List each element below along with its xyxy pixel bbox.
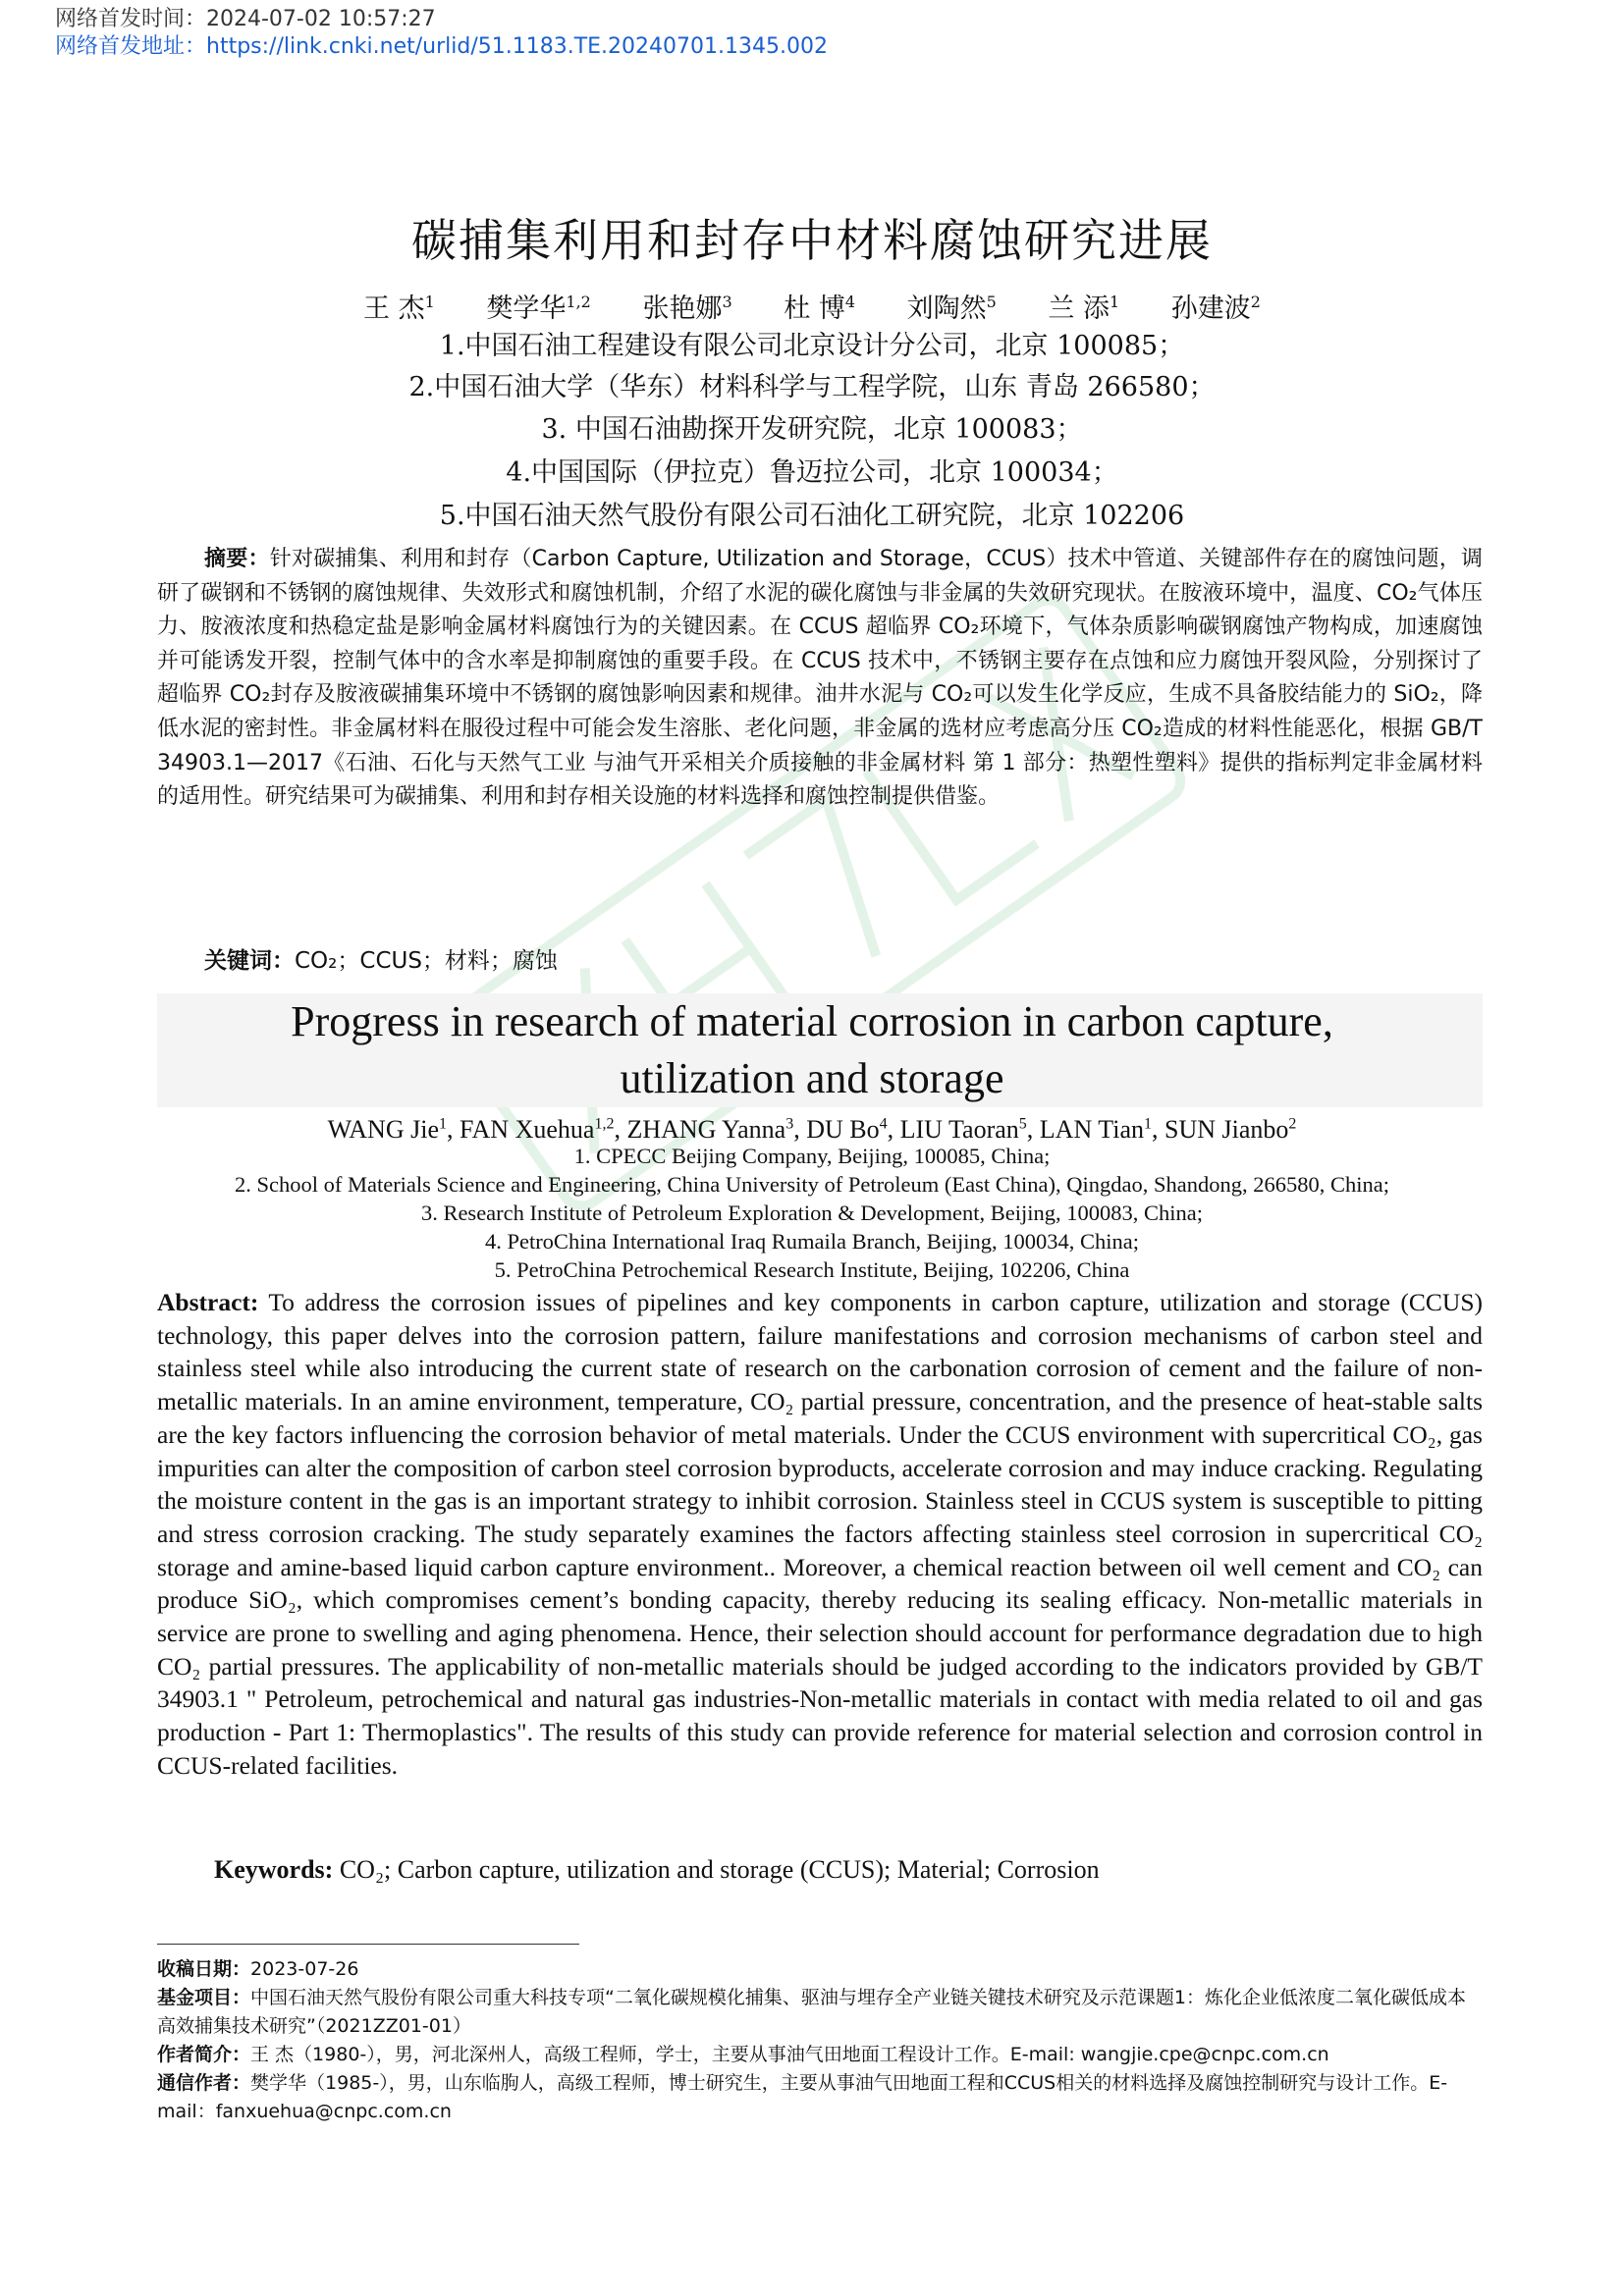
- abstract-text-cn: 针对碳捕集、利用和封存（Carbon Capture, Utilization and Storage，CCUS）技术中管道、关键部件存在的腐蚀问题，调研了碳钢和不锈钢的腐蚀规律、失效形式和腐蚀机制，介绍了水泥的碳化腐蚀与非金属的失效研究现状。在胺液环境中，温度、CO₂气体压力、胺液浓度和热稳定盐是影响金属材料腐蚀行为的关键因素。在 CCUS 超临界 CO₂环境下，气体杂质影响碳钢腐蚀产物构成，加速腐蚀并可能诱发开裂，控制气体中的含水率是抑制腐蚀的重要手段。在 CCUS 技术中，不锈钢主要存在点蚀和应力腐蚀开裂风险，分别探讨了超临界 CO₂封存及胺液碳捕集环境中不锈钢的腐蚀影响因素和规律。油井水泥与 CO₂可以发生化学反应，生成不具备胶结能力的 SiO₂，降低水泥的密封性。非金属材料在服役过程中可能会发生溶胀、老化问题，非金属的选材应考虑高分压 CO₂造成的材料性能恶化，根据 GB/T 34903.1—2017《石油、石化与天然气工业 与油气开采相关介质接触的非金属材料 第 1 部分：热塑性塑料》提供的指标判定非金属材料的适用性。研究结果可为碳捕集、利用和封存相关设施的材料选择和腐蚀控制提供借鉴。: [157, 547, 1483, 810]
- english-author-list: WANG Jie$^1$, FAN Xuehua$^{1,2}$, ZHANG Yanna$^3$, DU Bo$^4$, LIU Taoran$^5$, LAN Tian$^1$, SUN Jianbo$^2$: [327, 1114, 1297, 1144]
- abstract-label-cn: 摘要：: [204, 547, 270, 571]
- keywords-text-cn: CO₂；CCUS；材料；腐蚀: [295, 948, 558, 974]
- chinese-affiliation: 5.中国石油天然气股份有限公司石油化工研究院，北京 102206: [439, 501, 1185, 531]
- footnote-divider: [157, 1944, 579, 1945]
- chinese-author-list: [0, 285, 1624, 327]
- english-affiliation: 4. PetroChina International Iraq Rumaila Branch, Beijing, 100034, China;: [484, 1229, 1140, 1254]
- author-en: WANG Jie$^1$: [327, 1114, 447, 1144]
- author-cn: 杜 博$^4$: [784, 293, 856, 324]
- keywords-label-cn: 关键词：: [204, 948, 295, 974]
- author-en: ZHANG Yanna$^3$: [626, 1114, 794, 1144]
- english-title-line: Progress in research of material corrosion in carbon capture,: [291, 997, 1333, 1045]
- english-abstract: [157, 1286, 1483, 1783]
- author-cn: 兰 添$^1$: [1048, 293, 1120, 324]
- author-en: LIU Taoran$^5$: [899, 1114, 1027, 1144]
- english-title: [0, 993, 1624, 1107]
- english-keywords: [214, 1853, 1100, 1887]
- keywords-text-en: CO₂; Carbon capture, utilization and storage (CCUS); Material; Corrosion: [339, 1855, 1100, 1884]
- english-affiliation: 1. CPECC Beijing Company, Beijing, 100085, China;: [573, 1144, 1051, 1168]
- footnote-corresponding-author: 通信作者：樊学华（1985-），男，山东临朐人，高级工程师，博士研究生，主要从事油气田地面工程和CCUS相关的材料选择及腐蚀控制研究与设计工作。E-mail：fanxuehua@cnpc.com.cn: [157, 2072, 1448, 2122]
- chinese-affiliation: 1.中国石油工程建设有限公司北京设计分公司，北京 100085；: [439, 331, 1185, 361]
- author-cn: 樊学华$^{1,2}$: [486, 293, 591, 324]
- author-en: SUN Jianbo$^2$: [1164, 1114, 1297, 1144]
- author-en: DU Bo$^4$: [806, 1114, 888, 1144]
- abstract-text-en: To address the corrosion issues of pipelines and key components in carbon capture, utilization and storage (CCUS) technology, this paper delves into the corrosion pattern, failure manifestations and corrosion mechanisms of carbon steel and stainless steel while also introducing the current state of research on the carbonation corrosion of cement and the failure of non-metallic materials. In an amine environment, temperature, CO₂ partial pressure, concentration, and the presence of heat-stable salts are the key factors influencing the corrosion behavior of metal materials. Under the CCUS environment with supercritical CO₂, gas impurities can alter the composition of carbon steel corrosion byproducts, accelerate corrosion and may induce cracking. Regulating the moisture content in the gas is an important strategy to inhibit corrosion. Stainless steel in CCUS system is susceptible to pitting and stress corrosion cracking. The study separately examines the factors affecting stainless steel corrosion in supercritical CO₂ storage and amine-based liquid carbon capture environment.. Moreover, a chemical reaction between oil well cement and CO₂ can produce SiO₂, which compromises cement’s bonding capacity, thereby reducing its sealing efficacy. Non-metallic materials in service are prone to swelling and aging phenomena. Hence, their selection should account for performance degradation due to high CO₂ partial pressures. The applicability of non-metallic materials should be judged according to the indicators provided by GB/T 34903.1 " Petroleum, petrochemical and natural gas industries-Non-metallic materials in contact with media related to oil and gas production - Part 1: Thermoplastics". The results of this study can provide reference for material selection and corrosion control in CCUS-related facilities.: [157, 1288, 1483, 1780]
- author-cn: 刘陶然$^5$: [906, 293, 997, 324]
- abstract-label-en: Abstract:: [157, 1288, 259, 1316]
- author-cn: 张艳娜$^3$: [642, 293, 732, 324]
- online-publication-header: [55, 6, 828, 61]
- publication-time: 网络首发时间：2024-07-02 10:57:27: [55, 7, 436, 31]
- english-affiliation: 2. School of Materials Science and Engineering, China University of Petroleum (East China), Qingdao, Shandong, 266580, China;: [234, 1172, 1390, 1197]
- english-affiliation: 5. PetroChina Petrochemical Research Institute, Beijing, 102206, China: [494, 1257, 1130, 1282]
- chinese-keywords: [204, 944, 558, 978]
- footnote-author-bio: 作者简介：王 杰（1980-），男，河北深州人，高级工程师，学士，主要从事油气田地面工程设计工作。E-mail: wangjie.cpe@cnpc.com.cn: [157, 2044, 1329, 2065]
- english-title-line: utilization and storage: [620, 1054, 1004, 1102]
- footnote-received: 收稿日期：2023-07-26: [157, 1958, 359, 1980]
- author-cn: 孙建波$^2$: [1170, 293, 1261, 324]
- keywords-label-en: Keywords:: [214, 1855, 334, 1884]
- chinese-affiliation: 4.中国国际（伊拉克）鲁迈拉公司，北京 100034；: [506, 457, 1118, 488]
- chinese-title: 碳捕集利用和封存中材料腐蚀研究进展: [411, 214, 1213, 267]
- footnote-funding: 基金项目：中国石油天然气股份有限公司重大科技专项“二氧化碳规模化捕集、驱油与埋存全产业链关键技术研究及示范课题1：炼化企业低浓度二氧化碳低成本高效捕集技术研究”（2021ZZ01-01）: [157, 1987, 1466, 2037]
- chinese-affiliation: 3. 中国石油勘探开发研究院，北京 100083；: [541, 414, 1083, 445]
- publication-url[interactable]: 网络首发地址：https://link.cnki.net/urlid/51.1183.TE.20240701.1345.002: [55, 34, 828, 59]
- author-en: LAN Tian$^1$: [1039, 1114, 1152, 1144]
- author-en: FAN Xuehua$^{1,2}$: [459, 1114, 615, 1144]
- chinese-affiliation: 2.中国石油大学（华东）材料科学与工程学院，山东 青岛 266580；: [408, 372, 1216, 402]
- author-cn: 王 杰$^1$: [363, 293, 435, 324]
- chinese-abstract: [157, 543, 1483, 815]
- english-affiliation: 3. Research Institute of Petroleum Exploration & Development, Beijing, 100083, China;: [420, 1201, 1204, 1225]
